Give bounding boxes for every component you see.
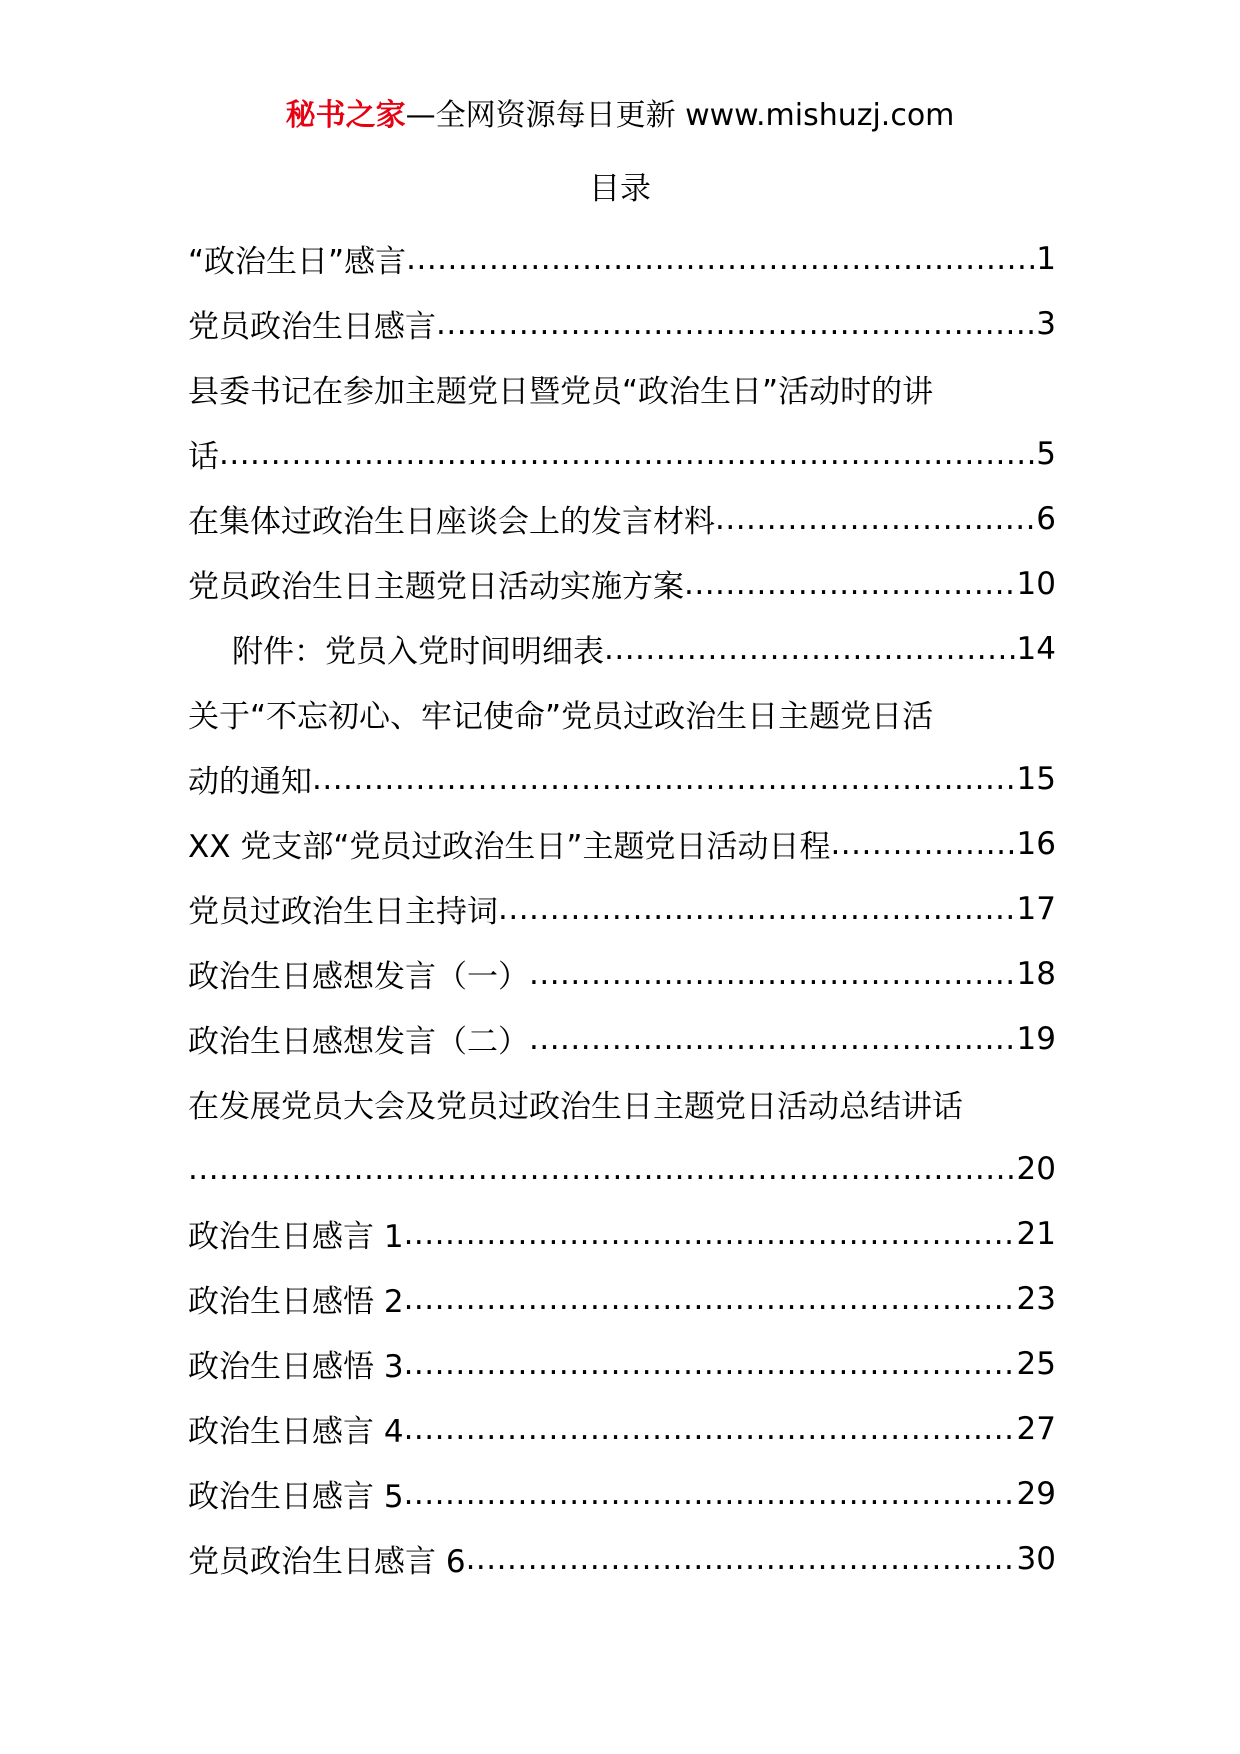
toc-page-number: 6 (1036, 500, 1056, 537)
toc-page-number: 14 (1016, 630, 1056, 667)
toc-page-number: 20 (1016, 1150, 1056, 1187)
dot-leader (404, 1216, 1017, 1252)
toc-entry-title: 党员政治生日感言 6 (188, 1544, 466, 1580)
toc-entry-title: “政治生日”感言 (188, 244, 407, 280)
document-header (0, 96, 1240, 136)
dot-leader (498, 891, 1017, 927)
dot-leader (715, 501, 1036, 537)
toc-entry-title-continuation: 动的通知 (188, 764, 312, 800)
header-tagline: —全网资源每日更新 www.mishuzj.com (405, 98, 955, 133)
toc-entry[interactable] (188, 1201, 1056, 1266)
dot-leader (312, 761, 1017, 797)
toc-page-number: 3 (1036, 305, 1056, 342)
dot-leader (219, 436, 1036, 472)
toc-page-number: 30 (1016, 1540, 1056, 1577)
toc-entry[interactable] (188, 811, 1056, 876)
toc-entry[interactable] (188, 551, 1056, 616)
toc-page-number: 29 (1016, 1475, 1056, 1512)
dot-leader (466, 1541, 1017, 1577)
toc-page-number: 18 (1016, 955, 1056, 992)
toc-entry[interactable] (188, 876, 1056, 941)
toc-page-number: 10 (1016, 565, 1056, 602)
toc-page-number: 17 (1016, 890, 1056, 927)
dot-leader (830, 826, 1016, 862)
toc-entry[interactable] (188, 1266, 1056, 1331)
toc-entry[interactable] (188, 1526, 1056, 1591)
table-of-contents (188, 226, 1056, 1591)
toc-entry-title: 在发展党员大会及党员过政治生日主题党日活动总结讲话 (188, 1089, 963, 1125)
dot-leader (406, 241, 1036, 277)
toc-page-number: 5 (1036, 435, 1056, 472)
toc-entry[interactable] (188, 1461, 1056, 1526)
toc-title: 目录 (589, 171, 651, 207)
toc-page-number: 16 (1016, 825, 1056, 862)
toc-entry-title: 关于“不忘初心、牢记使命”党员过政治生日主题党日活 (188, 699, 934, 735)
toc-entry[interactable] (188, 1006, 1056, 1071)
dot-leader (604, 631, 1017, 667)
dot-leader (404, 1476, 1017, 1512)
dot-leader (684, 566, 1017, 602)
brand-name: 秘书之家 (285, 98, 406, 133)
toc-page-number: 21 (1016, 1215, 1056, 1252)
dot-leader (436, 306, 1036, 342)
toc-entry-title: 附件：党员入党时间明细表 (232, 634, 604, 670)
dot-leader (404, 1346, 1017, 1382)
toc-page-number: 19 (1016, 1020, 1056, 1057)
dot-leader (188, 1151, 1017, 1187)
toc-entry[interactable] (188, 356, 1056, 486)
toc-entry[interactable] (188, 616, 1056, 681)
toc-page-number: 15 (1016, 760, 1056, 797)
toc-entry-title: 党员过政治生日主持词 (188, 894, 498, 930)
toc-page-number: 23 (1016, 1280, 1056, 1317)
toc-entry[interactable] (188, 941, 1056, 1006)
dot-leader (529, 1021, 1017, 1057)
toc-entry-title: 政治生日感想发言（一） (188, 959, 529, 995)
toc-entry-title: 党员政治生日感言 (188, 309, 436, 345)
toc-entry-title: 在集体过政治生日座谈会上的发言材料 (188, 504, 715, 540)
dot-leader (404, 1281, 1017, 1317)
toc-page-number: 25 (1016, 1345, 1056, 1382)
toc-entry[interactable] (188, 1071, 1056, 1201)
toc-entry-title: 政治生日感悟 3 (188, 1349, 404, 1385)
toc-entry-title: XX 党支部“党员过政治生日”主题党日活动日程 (188, 829, 831, 865)
toc-entry[interactable] (188, 291, 1056, 356)
toc-entry[interactable] (188, 1331, 1056, 1396)
toc-entry-title: 政治生日感言 1 (188, 1219, 404, 1255)
toc-entry-title: 政治生日感悟 2 (188, 1284, 404, 1320)
toc-entry[interactable] (188, 1396, 1056, 1461)
toc-entry-title: 县委书记在参加主题党日暨党员“政治生日”活动时的讲 (188, 374, 934, 410)
toc-entry-title: 政治生日感言 5 (188, 1479, 404, 1515)
toc-entry[interactable] (188, 681, 1056, 811)
toc-entry-title: 党员政治生日主题党日活动实施方案 (188, 569, 684, 605)
toc-entry[interactable] (188, 226, 1056, 291)
toc-page-number: 27 (1016, 1410, 1056, 1447)
toc-page-number: 1 (1036, 240, 1056, 277)
dot-leader (404, 1411, 1017, 1447)
toc-entry-title: 政治生日感想发言（二） (188, 1024, 529, 1060)
toc-entry-title-continuation: 话 (188, 439, 219, 475)
toc-entry-title: 政治生日感言 4 (188, 1414, 404, 1450)
toc-entry[interactable] (188, 486, 1056, 551)
dot-leader (529, 956, 1017, 992)
